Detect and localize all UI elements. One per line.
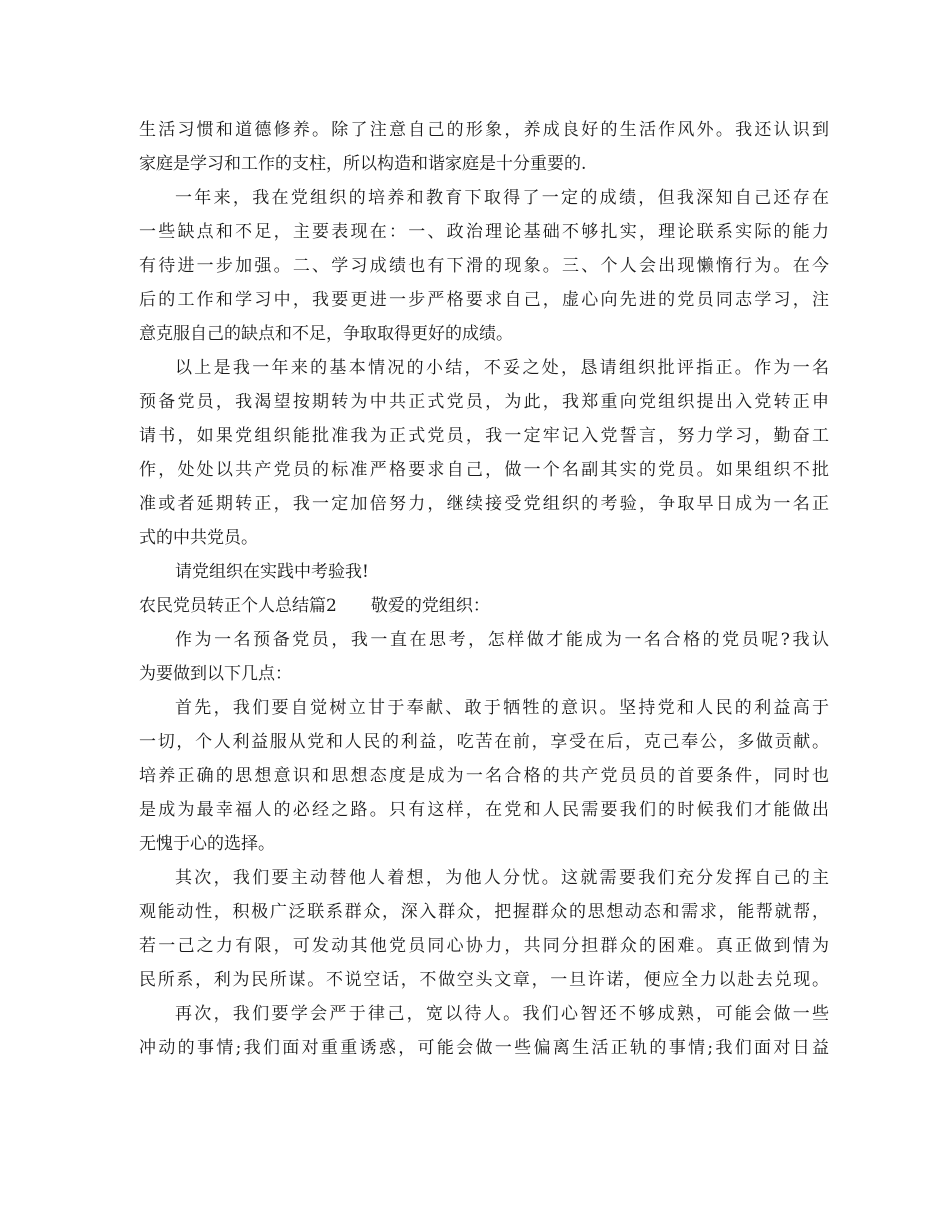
text-line: 一些缺点和不足，主要表现在：一、政治理论基础不够扎实，理论联系实际的能力 (139, 222, 829, 242)
text-line: 为要做到以下几点： (139, 664, 292, 684)
text-line: 首先，我们要自觉树立甘于奉献、敢于牺牲的意识。坚持党和人民的利益高于 (175, 698, 829, 718)
text-line: 观能动性，积极广泛联系群众，深入群众，把握群众的思想动态和需求，能帮就帮， (139, 902, 829, 922)
text-line: 一切，个人利益服从党和人民的利益，吃苦在前，享受在后，克己奉公，多做贡献。 (139, 732, 829, 752)
document-body (139, 113, 829, 1065)
text-line: 预备党员，我渴望按期转为中共正式党员，为此，我郑重向党组织提出入党转正申 (139, 392, 829, 412)
text-line: 无愧于心的选择。 (139, 834, 275, 854)
text-line: 请书，如果党组织能批准我为正式党员，我一定牢记入党誓言，努力学习，勤奋工 (139, 426, 829, 446)
text-line: 以上是我一年来的基本情况的小结，不妥之处，恳请组织批评指正。作为一名 (175, 358, 829, 378)
text-line: 若一己之力有限，可发动其他党员同心协力，共同分担群众的困难。真正做到情为 (139, 936, 829, 956)
text-line: 冲动的事情;我们面对重重诱惑，可能会做一些偏离生活正轨的事情;我们面对日益 (139, 1038, 829, 1058)
text-line: 后的工作和学习中，我要更进一步严格要求自己，虚心向先进的党员同志学习，注 (139, 290, 829, 310)
text-line: 生活习惯和道德修养。除了注意自己的形象，养成良好的生活作风外。我还认识到 (139, 120, 829, 140)
text-line: 家庭是学习和工作的支柱，所以构造和谐家庭是十分重要的. (139, 154, 587, 174)
text-line: 准或者延期转正，我一定加倍努力，继续接受党组织的考验，争取早日成为一名正 (139, 494, 829, 514)
text-line: 式的中共党员。 (139, 528, 258, 548)
text-line: 作为一名预备党员，我一直在思考，怎样做才能成为一名合格的党员呢?我认 (175, 630, 829, 650)
text-line: 请党组织在实践中考验我! (175, 562, 369, 582)
text-line: 民所系，利为民所谋。不说空话，不做空头文章，一旦许诺，便应全力以赴去兑现。 (139, 970, 829, 990)
text-line: 作，处处以共产党员的标准严格要求自己，做一个名副其实的党员。如果组织不批 (139, 460, 829, 480)
text-line: 意克服自己的缺点和不足，争取取得更好的成绩。 (139, 324, 513, 344)
text-line: 培养正确的思想意识和思想态度是成为一名合格的共产党员员的首要条件，同时也 (139, 766, 829, 786)
text-line: 是成为最幸福人的必经之路。只有这样，在党和人民需要我们的时候我们才能做出 (139, 800, 829, 820)
text-line: 有待进一步加强。二、学习成绩也有下滑的现象。三、个人会出现懒惰行为。在今 (139, 256, 829, 276)
text-line: 其次，我们要主动替他人着想，为他人分忧。这就需要我们充分发挥自己的主 (175, 868, 829, 888)
text-line: 农民党员转正个人总结篇2 敬爱的党组织： (139, 596, 490, 616)
text-line: 再次，我们要学会严于律己，宽以待人。我们心智还不够成熟，可能会做一些 (175, 1004, 829, 1024)
text-line: 一年来，我在党组织的培养和教育下取得了一定的成绩，但我深知自己还存在 (175, 188, 829, 208)
